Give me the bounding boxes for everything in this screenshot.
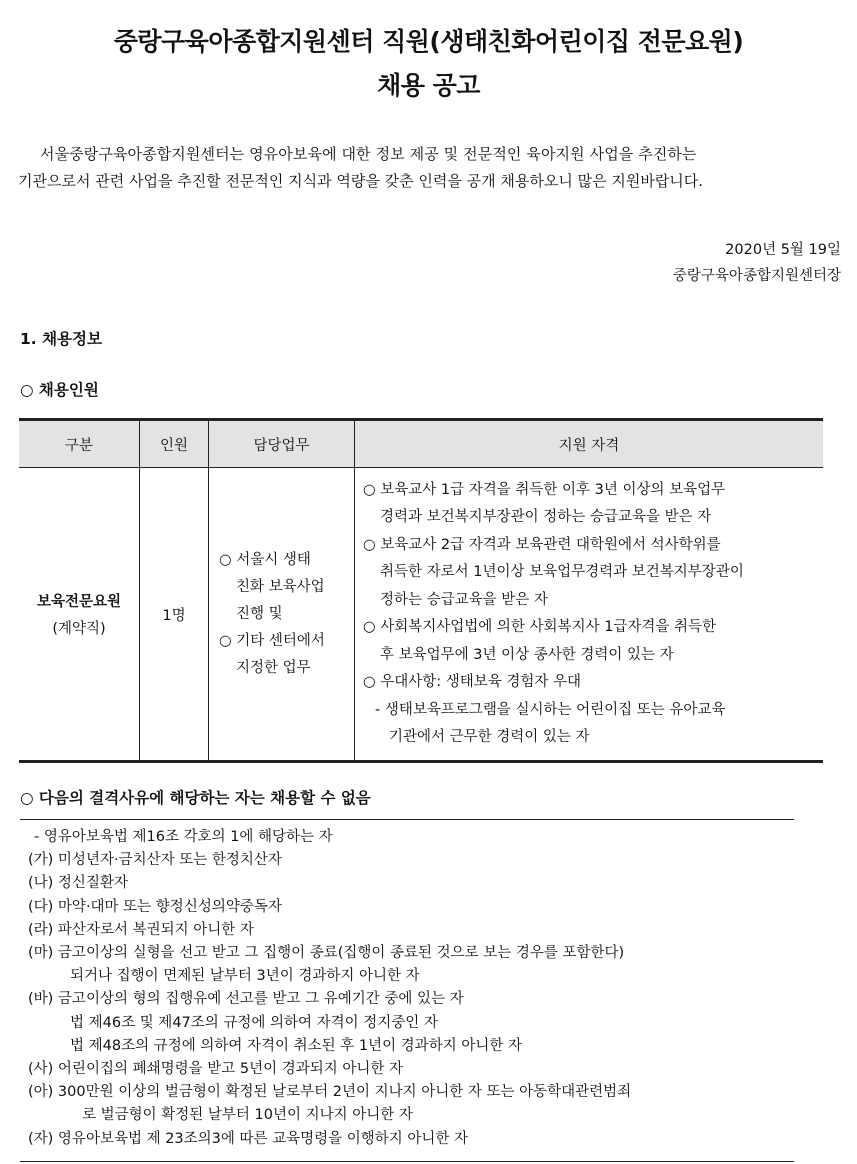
- list-item: 되거나 집행이 면제된 날부터 3년이 경과하지 아니한 자: [70, 968, 420, 985]
- qualification-line: ○ 우대사항: 생태보육 경험자 우대: [363, 674, 582, 690]
- list-item: (사) 어린이집의 폐쇄명령을 받고 5년이 경과되지 아니한 자: [28, 1061, 403, 1078]
- page-subtitle: 채용 공고: [377, 71, 480, 100]
- intro-line: 기관으로서 관련 사업을 추진할 전문적인 지식과 역량을 갖춘 인력을 공개 채용하오니 많은 지원바랍니다.: [18, 172, 704, 190]
- recruitment-table: [19, 418, 823, 763]
- duty-line: ○ 기타 센터에서: [219, 632, 325, 649]
- list-item: (가) 미성년자·금치산자 또는 한정치산자: [28, 852, 282, 869]
- qualification-line: ○ 보육교사 1급 자격을 취득한 이후 3년 이상의 보육업무: [363, 481, 726, 498]
- table-header-cell: 구분: [19, 420, 140, 468]
- qualification-line: ○ 사회복지사업법에 의한 사회복지사 1급자격을 취득한: [363, 619, 717, 635]
- qualification-line: 취득한 자로서 1년이상 보육업무경력과 보건복지부장관이: [380, 564, 744, 580]
- qualification-line: 후 보육업무에 3년 이상 종사한 경력이 있는 자: [380, 646, 674, 663]
- intro-paragraph: [18, 141, 844, 195]
- duty-line: 친화 보육사업: [236, 578, 325, 595]
- duty-line: ○ 서울시 생태: [219, 551, 311, 568]
- list-item: 로 벌금형이 확정된 날부터 10년이 지나지 아니한 자: [82, 1107, 413, 1124]
- qualification-line: 경력과 보건복지부장관이 정하는 승급교육을 받은 자: [380, 509, 712, 525]
- table-header-row: [19, 420, 823, 468]
- sub-heading: ○ 채용인원: [20, 381, 99, 399]
- table-header-cell: 담당업무: [209, 420, 355, 468]
- list-item: (아) 300만원 이상의 벌금형이 확정된 날로부터 2년이 지나지 아니한 자 또는 아동학대관련범죄: [28, 1084, 632, 1101]
- qualification-line: - 생태보육프로그램을 실시하는 어린이집 또는 유아교육: [375, 701, 726, 718]
- list-item: (라) 파산자로서 복권되지 아니한 자: [28, 921, 254, 938]
- count-cell: 1명: [140, 468, 209, 762]
- qualification-line: 정하는 승급교육을 받은 자: [380, 591, 548, 608]
- qualification-line: ○ 보육교사 2급 자격과 보육관련 대학원에서 석사학위를: [363, 536, 721, 553]
- table-row: [19, 468, 823, 762]
- disqualification-list: [20, 819, 794, 1162]
- list-item: (자) 영유아보육법 제 23조의3에 따른 교육명령을 이행하지 아니한 자: [28, 1130, 469, 1147]
- list-item: (나) 정신질환자: [28, 875, 128, 892]
- qualifications-cell: [355, 468, 824, 762]
- notice-date: 2020년 5월 19일: [725, 242, 841, 258]
- list-item: (바) 금고이상의 형의 집행유예 선고를 받고 그 유예기간 중에 있는 자: [28, 991, 464, 1008]
- list-item: 법 제46조 및 제47조의 규정에 의하여 자격이 정지중인 자: [70, 1014, 438, 1031]
- table-header-cell: 지원 자격: [355, 420, 824, 468]
- contract-type: (계약직): [52, 621, 106, 637]
- position-cell: [19, 468, 140, 762]
- notice-issuer: 중랑구육아종합지원센터장: [672, 268, 841, 284]
- intro-line: 서울중랑구육아종합지원센터는 영유아보육에 대한 정보 제공 및 전문적인 육아지원 사업을 추진하는: [40, 145, 697, 163]
- duties-cell: [209, 468, 355, 762]
- duty-line: 지정한 업무: [236, 659, 311, 676]
- position-name: 보육전문요원: [36, 594, 122, 610]
- list-item: 법 제48조의 규정에 의하여 자격이 취소된 후 1년이 경과하지 아니한 자: [70, 1037, 522, 1054]
- qualification-line: 기관에서 근무한 경력이 있는 자: [389, 729, 590, 745]
- page-title: 중랑구육아종합지원센터 직원(생태친화어린이집 전문요원): [113, 27, 744, 56]
- section-heading: 1. 채용정보: [20, 330, 102, 348]
- list-item: (마) 금고이상의 실형을 선고 받고 그 집행이 종료(집행이 종료된 것으로 보는 경우를 포함한다): [28, 945, 625, 962]
- duty-line: 진행 및: [236, 605, 283, 622]
- disqualification-heading: ○ 다음의 결격사유에 해당하는 자는 채용할 수 없음: [20, 789, 371, 807]
- table-header-cell: 인원: [140, 420, 209, 468]
- list-item: - 영유아보육법 제16조 각호의 1에 해당하는 자: [34, 829, 333, 845]
- list-item: (다) 마약·대마 또는 향정신성의약중독자: [28, 898, 282, 915]
